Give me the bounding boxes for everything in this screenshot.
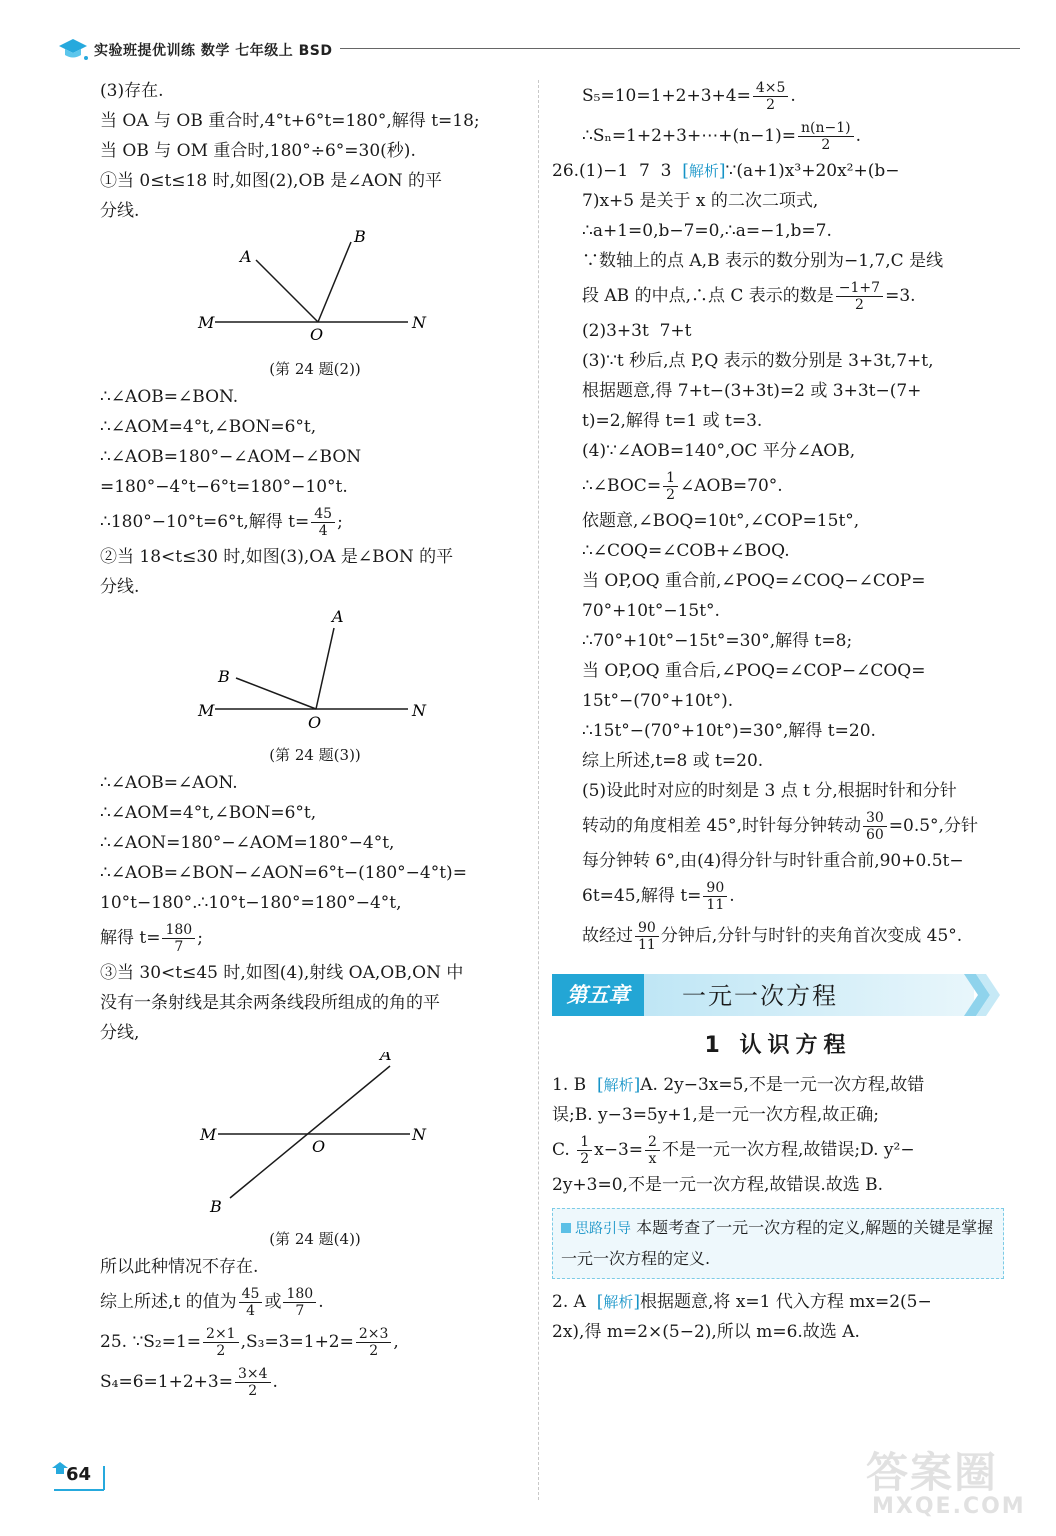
text-line [100,1322,530,1362]
denominator: 60 [865,827,884,843]
label-N: N [412,313,426,332]
text-line [100,918,530,958]
numerator: 1 [577,1134,592,1151]
label-B: B [354,230,366,246]
text-line: 误;B. y−3=5y+1,是一元一次方程,故正确; [552,1105,879,1125]
text-line: 当 OP,OQ 重合前,∠POQ=∠COQ−∠COP= [582,571,926,591]
chapter-banner [552,966,1002,1024]
text-line: 分线, [100,1023,140,1043]
right-column [552,76,1004,1347]
text-line: 当 OA 与 OB 重合时,4°t+6°t=180°,解得 t=18; [100,111,480,131]
analysis-tag: [解析] [596,1075,641,1095]
tip-text: 本题考查了一元一次方程的定义,解题的关键是掌握一元一次方程的定义. [561,1218,994,1268]
text-run: ; [337,512,343,532]
label-N: N [412,701,426,720]
fraction [239,1286,263,1319]
fraction [703,880,727,913]
numerator: 90 [635,920,659,937]
text-line: 没有一条射线是其余两条线段所组成的角的平 [100,993,440,1013]
analysis-tag: [解析] [596,1292,641,1312]
text-line [100,1282,530,1322]
denominator: 2 [248,1383,258,1399]
tip-label: 思路引导 [575,1221,631,1237]
text-line: 每分钟转 6°,由(4)得分针与时针重合前,90+0.5t− [582,851,964,871]
label-O: O [308,713,322,732]
text-line [552,276,1004,316]
text-run: , [393,1332,399,1352]
text-line [552,156,1004,186]
text-run: 转动的角度相差 45°,时针每分钟转动 [582,816,861,836]
page-number: 64 [66,1464,92,1485]
text-line: ②当 18<t≤30 时,如图(3),OA 是∠BON 的平 [100,547,454,567]
text-line: =180°−4°t−6°t=180°−10°t. [100,477,348,497]
numerator: 2×3 [356,1326,392,1343]
text-line: 综上所述,t=8 或 t=20. [582,751,764,771]
page-header [58,36,1020,62]
fraction [577,1134,592,1167]
denominator: 2 [216,1343,226,1359]
figure-caption: (第 24 题(4)) [269,1230,361,1248]
text-run: 1. B [552,1075,597,1095]
label-M: M [198,313,215,332]
label-A: A [240,247,252,266]
text-run: 2. A [552,1292,597,1312]
header-rule [340,48,1020,49]
text-line [552,806,1004,846]
analysis-label: 解析 [603,1076,634,1094]
text-line: ∴∠AOB=∠BON−∠AON=6°t−(180°−4°t)= [100,863,467,883]
text-run: 根据题意,将 x=1 代入方程 mx=2(5− [640,1292,932,1312]
fraction [203,1326,239,1359]
label-M: M [198,701,215,720]
numerator: 1 [663,470,678,487]
text-line [552,466,1004,506]
square-bullet-icon [561,1223,571,1233]
denominator: 11 [638,937,656,953]
text-line: (2)3+3t 7+t [582,321,692,341]
text-line: ③当 30<t≤45 时,如图(4),射线 OA,OB,ON 中 [100,963,464,983]
figure-24-3 [100,606,530,766]
text-run: C. [552,1140,576,1160]
text-run: A. 2y−3x=5,不是一元一次方程,故错 [640,1075,925,1095]
text-run: . [855,126,862,146]
denominator: 2 [580,1151,590,1167]
text-run: S₅=10=1+2+3+4= [582,86,751,106]
text-line [100,1362,530,1402]
text-run: . [729,886,735,906]
text-run: ,S₃=3=1+2= [240,1332,354,1352]
text-run: 故经过 [582,926,633,946]
text-line: ∴∠AOB=180°−∠AOM−∠BON [100,447,362,467]
fraction [311,506,335,539]
text-run: ; [197,928,203,948]
text-line: 当 OP,OQ 重合后,∠POQ=∠COP−∠COQ= [582,661,926,681]
text-line: (4)∵∠AOB=140°,OC 平分∠AOB, [582,441,856,461]
text-line: ∴∠AOM=4°t,∠BON=6°t, [100,803,317,823]
column-divider [538,80,539,1500]
text-line [552,116,1004,156]
text-line: 70°+10t°−15t°. [582,601,720,621]
fraction [836,280,883,313]
analysis-tag: [解析] [682,161,726,181]
text-line: ∴15t°−(70°+10t°)=30°,解得 t=20. [582,721,876,741]
fraction [162,922,195,955]
denominator: 2 [666,487,675,503]
text-line: 当 OB 与 OM 重合时,180°÷6°=30(秒). [100,141,416,161]
numerator: 30 [863,810,887,827]
page-number-badge [50,1462,106,1492]
text-run: 6t=45,解得 t= [582,886,702,906]
numerator: −1+7 [836,280,883,297]
text-line: ∴∠AOB=∠BON. [100,387,239,407]
text-run: x−3= [594,1140,644,1160]
text-line: (3)存在. [100,81,164,101]
text-line: 15t°−(70°+10t°). [582,691,734,711]
text-line [552,876,1004,916]
angle-diagram-3 [100,606,530,734]
text-line: t)=2,解得 t=1 或 t=3. [582,411,763,431]
text-run: 不是一元一次方程,故错误;D. y²− [661,1140,915,1160]
text-line: 所以此种情况不存在. [100,1257,259,1277]
text-line: ∴∠COQ=∠COB+∠BOQ. [582,541,790,561]
numerator: 180 [162,922,195,939]
figure-24-2 [100,230,530,380]
chapter-number: 第五章 [552,974,644,1016]
text-line: 2x),得 m=2×(5−2),所以 m=6.故选 A. [552,1322,860,1342]
denominator: 2 [766,97,776,113]
numerator: 45 [239,1286,263,1303]
denominator: 11 [706,897,725,913]
text-run: ∴∠BOC= [582,476,662,496]
text-line [552,1070,1004,1100]
double-chevron-icon [964,974,1000,1016]
watermark-text: 答案圈 [866,1448,999,1497]
numerator: n(n−1) [798,120,854,137]
fraction [645,1134,660,1167]
fraction [863,810,887,843]
text-run: . [318,1292,324,1312]
denominator: 7 [174,939,184,955]
fraction [356,1326,392,1359]
label-A: A [380,1052,392,1064]
text-line: (3)∵t 秒后,点 P,Q 表示的数分别是 3+3t,7+t, [582,351,934,371]
text-line [552,1130,1004,1170]
fraction [753,80,789,113]
text-run: 综上所述,t 的值为 [100,1292,237,1312]
text-run: ∠AOB=70°. [679,476,783,496]
text-run: . [790,86,796,106]
text-line: ∴∠AOM=4°t,∠BON=6°t, [100,417,317,437]
denominator: 4 [246,1303,256,1319]
text-line: ∴a+1=0,b−7=0,∴a=−1,b=7. [582,221,832,241]
text-line: 分线. [100,577,140,597]
numerator: 180 [283,1286,316,1303]
text-line: 根据题意,得 7+t−(3+3t)=2 或 3+3t−(7+ [582,381,922,401]
numerator: 2 [645,1134,660,1151]
fraction [635,920,659,953]
text-line [552,916,1004,956]
figure-24-4 [100,1052,530,1250]
text-run: ∵(a+1)x³+20x²+(b− [725,161,900,181]
header-title: 实验班提优训练 数学 七年级上 BSD [94,43,333,59]
text-line: 分线. [100,201,140,221]
label-B: B [218,667,230,686]
denominator: 7 [295,1303,305,1319]
angle-diagram-2 [100,230,530,348]
text-line: ∴∠AON=180°−∠AOM=180°−4°t, [100,833,395,853]
denominator: 4 [318,523,328,539]
watermark-url: MXQE.COM [872,1494,1026,1519]
text-run: =3. [885,286,916,306]
fraction [663,470,678,503]
denominator: 2 [821,137,831,153]
text-run: =0.5°,分针 [888,816,978,836]
text-run: 25. ∵S₂=1= [100,1332,202,1352]
figure-caption: (第 24 题(3)) [269,746,361,764]
figure-caption: (第 24 题(2)) [269,360,361,378]
text-run: . [272,1372,278,1392]
analysis-label: 解析 [603,1293,634,1311]
numerator: 45 [311,506,335,523]
tip-box [552,1208,1004,1279]
denominator: 2 [369,1343,379,1359]
text-line: ∵数轴上的点 A,B 表示的数分别为−1,7,C 是线 [582,251,944,271]
text-run: 段 AB 的中点,∴点 C 表示的数是 [582,286,834,306]
text-run: 解得 t= [100,928,161,948]
fraction [283,1286,316,1319]
angle-diagram-4 [100,1052,530,1218]
text-run: 分钟后,分针与时针的夹角首次变成 45°. [660,926,963,946]
chapter-title: 一元一次方程 [682,982,838,1010]
numerator: 3×4 [235,1366,271,1383]
label-A: A [332,607,344,626]
text-line: ∴70°+10t°−15t°=30°,解得 t=8; [582,631,853,651]
text-run: 26.(1)−1 7 3 [552,161,683,181]
text-run: 或 [264,1292,282,1312]
numerator: 90 [703,880,727,897]
numerator: 4×5 [753,80,789,97]
label-O: O [312,1137,326,1156]
denominator: x [648,1151,657,1167]
section-title: 1 认识方程 [704,1033,852,1058]
text-line [552,1287,1004,1317]
text-line: 7)x+5 是关于 x 的二次二项式, [582,191,819,211]
denominator: 2 [854,297,864,313]
text-line: 2y+3=0,不是一元一次方程,故错误.故选 B. [552,1175,884,1195]
text-line [100,502,530,542]
label-N: N [412,1125,426,1144]
fraction [235,1366,271,1399]
graduation-cap-icon [58,36,88,62]
watermark [860,1440,1030,1530]
text-line: ∴∠AOB=∠AON. [100,773,238,793]
text-line: 10°t−180°.∴10°t−180°=180°−4°t, [100,893,402,913]
text-line [552,76,1004,116]
label-O: O [310,325,324,344]
label-M: M [200,1125,217,1144]
label-B: B [210,1197,222,1216]
text-line: ①当 0≤t≤18 时,如图(2),OB 是∠AON 的平 [100,171,443,191]
left-column [100,76,530,1402]
text-line: (5)设此时对应的时刻是 3 点 t 分,根据时针和分针 [582,781,957,801]
numerator: 2×1 [203,1326,239,1343]
analysis-label: 解析 [688,162,719,180]
fraction [798,120,854,153]
text-line: 依题意,∠BOQ=10t°,∠COP=15t°, [582,511,860,531]
text-run: ∴180°−10°t=6°t,解得 t= [100,512,310,532]
text-run: S₄=6=1+2+3= [100,1372,233,1392]
text-run: ∴Sₙ=1+2+3+⋯+(n−1)= [582,126,797,146]
